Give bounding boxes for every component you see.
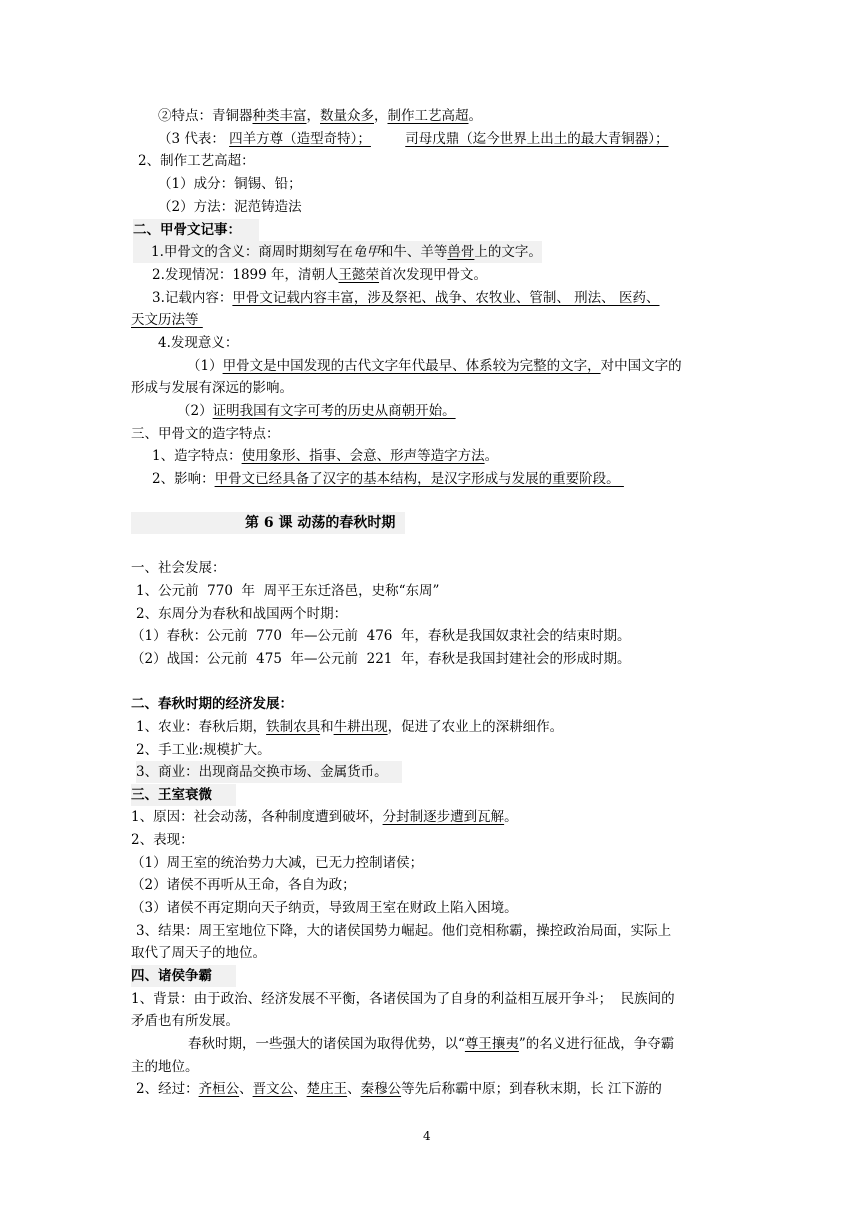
oracle-meaning-line: 1.甲骨文的含义：商周时期刻写在龟甲和牛、羊等兽骨上的文字。 [133,241,542,263]
features-heading: 三、甲骨文的造字特点： [131,426,280,442]
lesson-title: 第 6 课 动荡的春秋时期 [131,512,405,534]
features-impact-line: 2、影响：甲骨文已经具备了汉字的基本结构，是汉字形成与发展的重要阶段。 [152,471,624,487]
society-line-2: 2、东周分为春秋和战国两个时期： [136,606,348,622]
oracle-content-line-cont: 天文历法等 [131,312,203,328]
bronze-method-line: （2）方法：泥范铸造法 [158,199,302,215]
hegemony-heading: 四、诸侯争霸 [131,965,236,987]
decline-manifest-3: （3）诸侯不再定期向天子纳贡，导致周王室在财政上陷入困境。 [131,900,518,916]
oracle-significance-heading: 4.发现意义： [158,335,239,351]
economy-heading: 二、春秋时期的经济发展： [131,696,293,712]
page-number: 4 [423,1129,431,1143]
decline-cause-line: 1、原因：社会动荡，各种制度遭到破坏，分封制逐步遭到瓦解。 [131,809,518,825]
decline-manifest-1: （1）周王室的统治势力大减，已无力控制诸侯； [131,855,424,871]
economy-handicraft-line: 2、手工业:规模扩大。 [136,742,271,758]
hegemony-spring-autumn-line: 春秋时期，一些强大的诸侯国为取得优势，以“尊王攘夷”的名义进行征战，争夺霸 [188,1036,675,1052]
decline-manifest-2: （2）诸侯不再听从王命，各自为政； [131,877,356,893]
oracle-significance-2: （2）证明我国有文字可考的历史从商朝开始。 [177,403,456,419]
society-line-4: （2）战国：公元前 475 年—公元前 221 年，春秋是我国封建社会的形成时期。 [131,651,631,667]
economy-agriculture-line: 1、农业：春秋后期，铁制农具和牛耕出现，促进了农业上的深耕细作。 [136,719,564,735]
hegemony-process-line: 2、经过：齐桓公、晋文公、楚庄王、秦穆公等先后称霸中原；到春秋末期，长 江下游的 [136,1081,662,1097]
oracle-content-line: 3.记载内容：甲骨文记载内容丰富，涉及祭祀、战争、农牧业、管制、 刑法、 医药、 [152,290,660,306]
features-method-line: 1、造字特点：使用象形、指事、会意、形声等造字方法。 [152,448,499,464]
decline-manifest-heading: 2、表现： [131,832,194,848]
decline-result-line-cont: 取代了周天子的地位。 [131,945,266,961]
hegemony-background-line: 1、背景：由于政治、经济发展不平衡，各诸侯国为了自身的利益相互展开争斗； 民族间的 [131,991,675,1007]
decline-result-line: 3、结果：周王室地位下降，大的诸侯国势力崛起。他们竞相称霸，操控政治局面，实际上 [136,923,672,939]
hegemony-background-line-cont: 矛盾也有所发展。 [131,1013,239,1029]
bronze-craft-heading: 2、制作工艺高超： [138,153,255,169]
bronze-composition-line: （1）成分：铜锡、铅； [158,176,302,192]
oracle-significance-1-cont: 形成与发展有深远的影响。 [131,380,293,396]
oracle-significance-1: （1）甲骨文是中国发现的古代文字年代最早、体系较为完整的文字，对中国文字的 [187,358,682,374]
hegemony-spring-autumn-line-cont: 主的地位。 [131,1059,199,1075]
society-heading: 一、社会发展： [131,560,226,576]
oracle-heading: 二、甲骨文记事： [133,219,259,241]
economy-commerce-line: 3、商业：出现商品交换市场、金属货币。 [136,761,402,783]
bronze-features-line: ②特点：青铜器种类丰富，数量众多，制作工艺高超。 [158,108,482,124]
decline-heading: 三、王室衰微 [131,784,236,806]
oracle-discovery-line: 2.发现情况：1899 年，清朝人王懿荣首次发现甲骨文。 [152,267,488,283]
society-line-3: （1）春秋：公元前 770 年—公元前 476 年，春秋是我国奴隶社会的结束时期。 [131,628,631,644]
bronze-representatives-line: （3 代表： 四羊方尊（造型奇特）； 司母戊鼎（迄今世界上出土的最大青铜器）； [158,131,669,147]
society-line-1: 1、公元前 770 年 周平王东迁洛邑，史称“东周” [136,583,440,599]
